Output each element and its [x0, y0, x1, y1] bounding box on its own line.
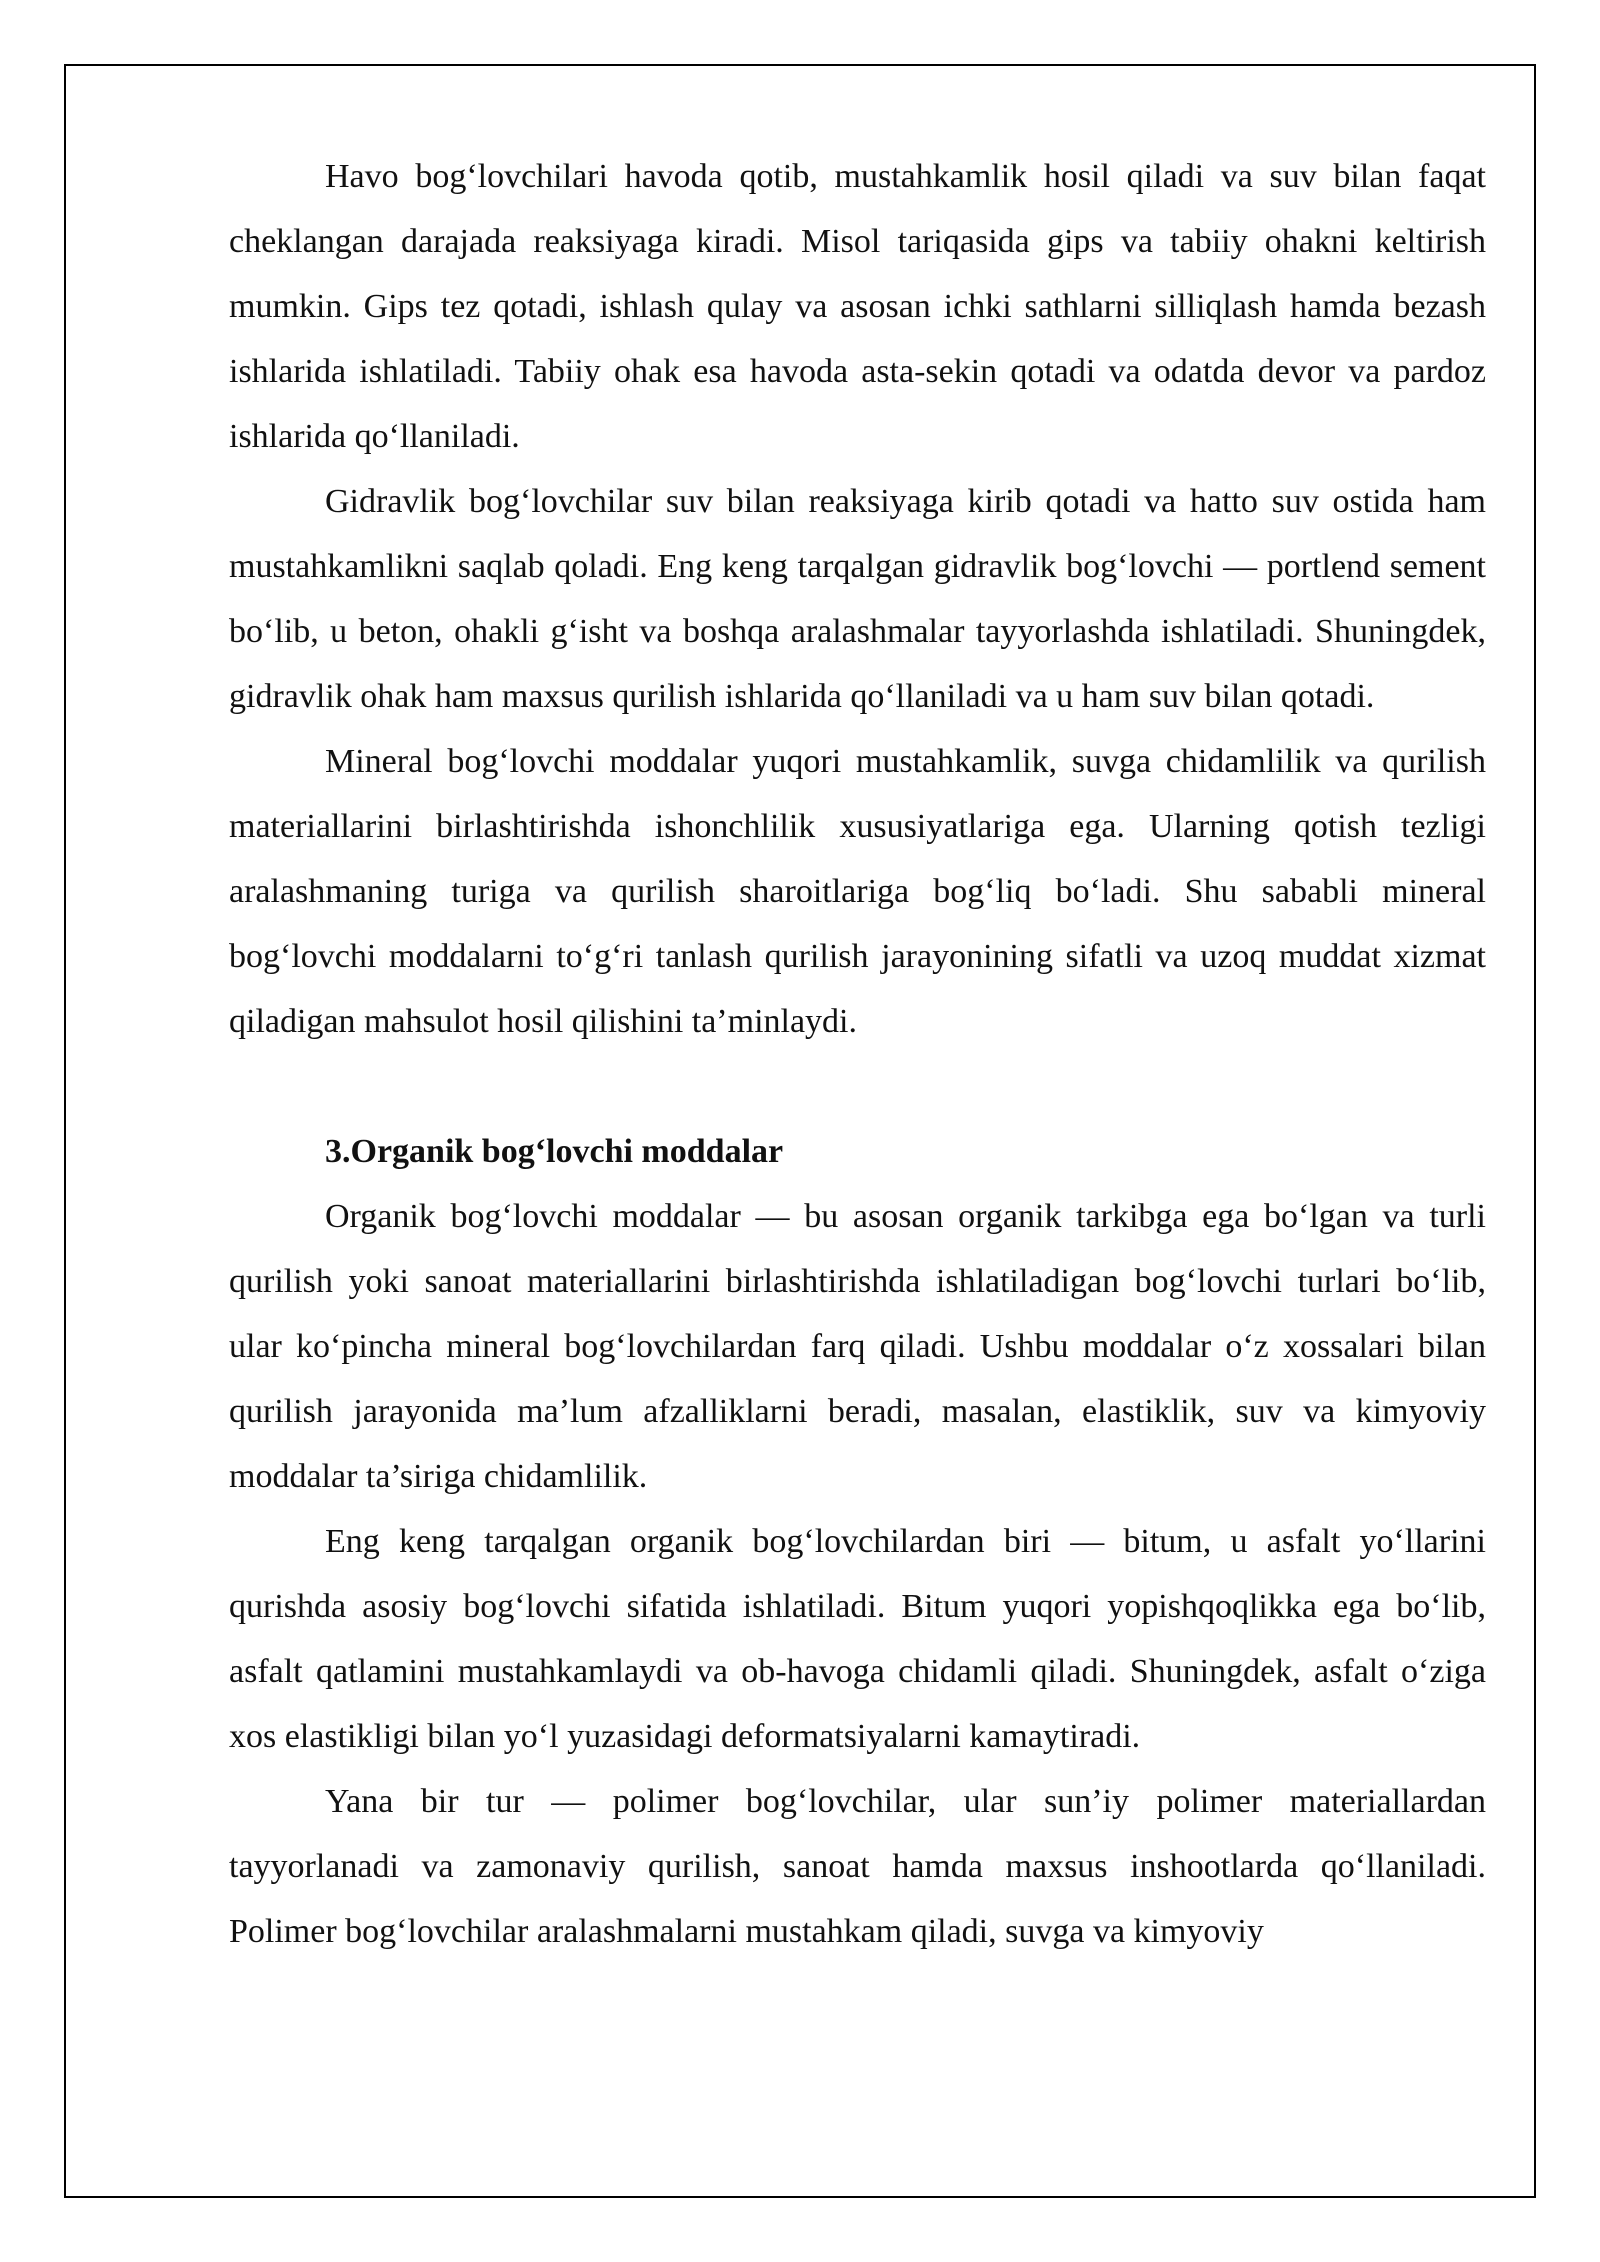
paragraph-mineral-binders: Mineral bog‘lovchi moddalar yuqori mustahkamlik, suvga chidamlilik va qurilish materiallarini birlashtirishda ishonchlilik xususiyatlariga ega. Ularning qotish tezligi aralashmaning turiga va qurilish sharoitlariga bog‘liq bo‘ladi. Shu sababli mineral bog‘lovchi moddalarni to‘g‘ri tanlash qurilish jarayonining sifatli va uzoq muddat xizmat qiladigan mahsulot hosil qilishini ta’minlaydi.: [229, 743, 1486, 1040]
paragraph-bitumen: Eng keng tarqalgan organik bog‘lovchilardan biri — bitum, u asfalt yo‘llarini qurishda asosiy bog‘lovchi sifatida ishlatiladi. Bitum yuqori yopishqoqlikka ega bo‘lib, asfalt qatlamini mustahkamlaydi va ob-havoga chidamli qiladi. Shuningdek, asfalt o‘ziga xos elastikligi bilan yo‘l yuzasidagi deformatsiyalarni kamaytiradi.: [229, 1523, 1486, 1755]
paragraph-organic-binders: Organik bog‘lovchi moddalar — bu asosan organik tarkibga ega bo‘lgan va turli qurilish yoki sanoat materiallarini birlashtirishda ishlatiladigan bog‘lovchi turlari bo‘lib, ular ko‘pincha mineral bog‘lovchilardan farq qiladi. Ushbu moddalar o‘z xossalari bilan qurilish jarayonida ma’lum afzalliklarni beradi, masalan, elastiklik, suv va kimyoviy moddalar ta’siriga chidamlilik.: [229, 1198, 1486, 1495]
section-heading: 3.Organik bog‘lovchi moddalar: [325, 1133, 784, 1170]
document-body: [229, 144, 1486, 1964]
section-spacer: [229, 1054, 1486, 1119]
paragraph-polymer-binders: Yana bir tur — polimer bog‘lovchilar, ular sun’iy polimer materiallardan tayyorlanadi va zamonaviy qurilish, sanoat hamda maxsus inshootlarda qo‘llaniladi. Polimer bog‘lovchilar aralashmalarni mustahkam qiladi, suvga va kimyoviy: [229, 1783, 1486, 1950]
paragraph-hydraulic-binders: Gidravlik bog‘lovchilar suv bilan reaksiyaga kirib qotadi va hatto suv ostida ham mustahkamlikni saqlab qoladi. Eng keng tarqalgan gidravlik bog‘lovchi — portlend sement bo‘lib, u beton, ohakli g‘isht va boshqa aralashmalar tayyorlashda ishlatiladi. Shuningdek, gidravlik ohak ham maxsus qurilish ishlarida qo‘llaniladi va u ham suv bilan qotadi.: [229, 483, 1486, 715]
paragraph-air-binders: Havo bog‘lovchilari havoda qotib, mustahkamlik hosil qiladi va suv bilan faqat cheklangan darajada reaksiyaga kiradi. Misol tariqasida gips va tabiiy ohakni keltirish mumkin. Gips tez qotadi, ishlash qulay va asosan ichki sathlarni silliqlash hamda bezash ishlarida ishlatiladi. Tabiiy ohak esa havoda asta-sekin qotadi va odatda devor va pardoz ishlarida qo‘llaniladi.: [229, 158, 1486, 455]
